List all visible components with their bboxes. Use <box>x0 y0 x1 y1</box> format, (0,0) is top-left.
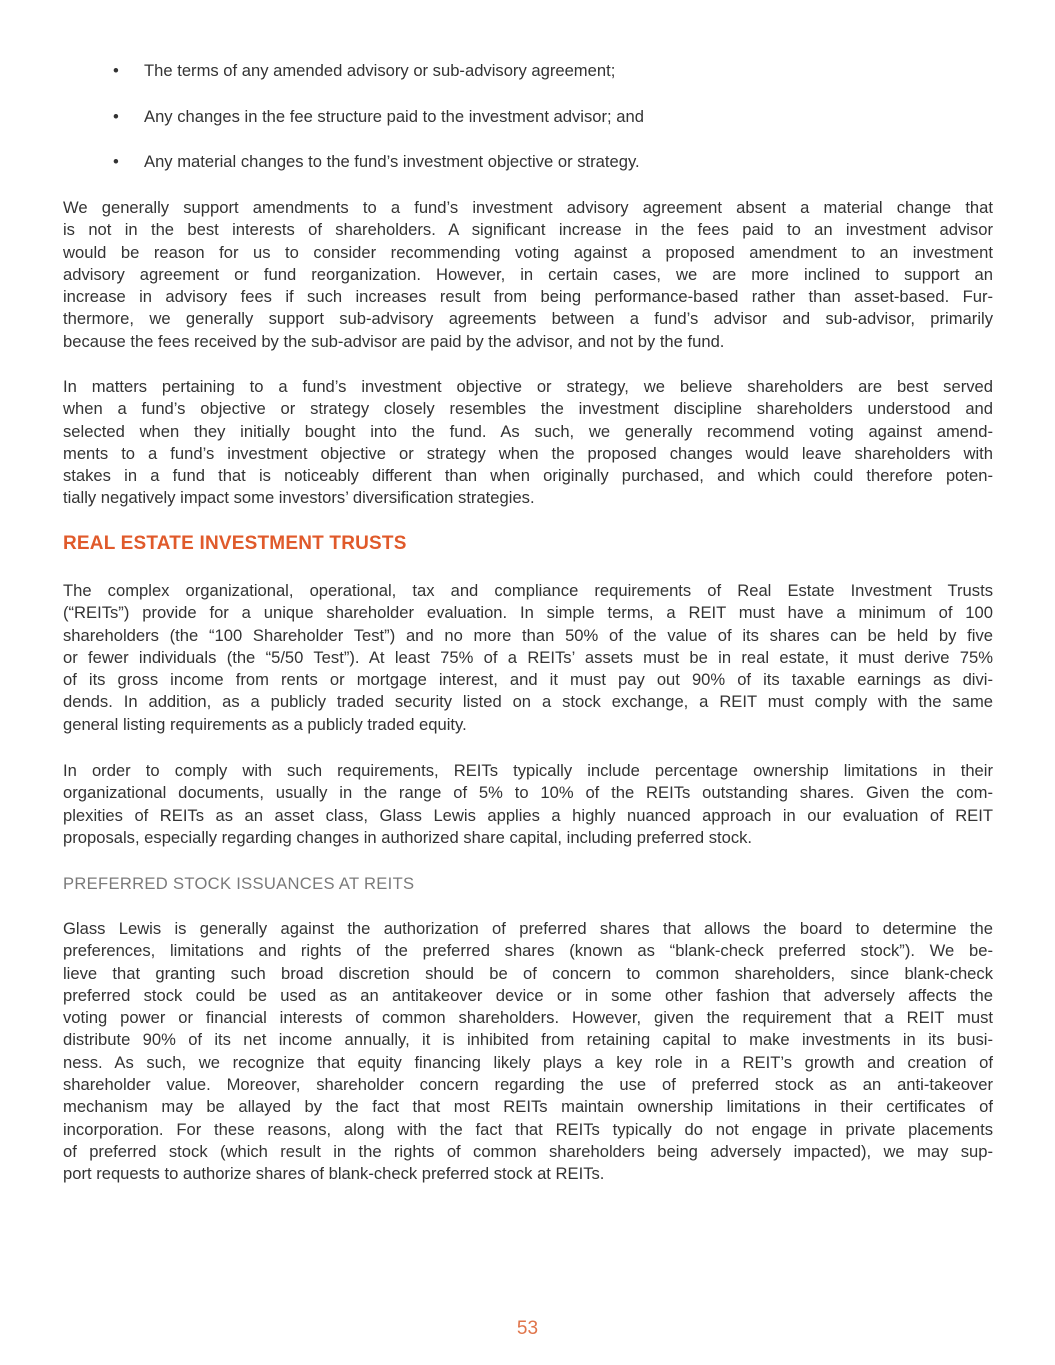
bullet-list <box>63 60 993 197</box>
bullet-marker: • <box>113 152 119 171</box>
paragraph-investment-objective <box>63 376 993 510</box>
bullet-text: The terms of any amended advisory or sub-advisory agreement; <box>144 61 616 80</box>
paragraph-line: preferences, limitations and rights of the preferred shares (known as “blank-check preferred stock”). We be- <box>63 941 993 961</box>
paragraph-line: would be reason for us to consider recommending voting against a proposed amendment to an investment <box>63 242 993 262</box>
page-number: 53 <box>516 1318 539 1339</box>
paragraph-line: stakes in a fund that is noticeably different than when originally purchased, and which could therefore poten- <box>63 466 993 486</box>
paragraph-line: mechanism may be allayed by the fact that most REITs maintain ownership limitations in their certificates of <box>63 1097 993 1117</box>
paragraph-line: shareholder value. Moreover, shareholder concern regarding the use of preferred stock as an anti-takeover <box>63 1075 993 1095</box>
section-heading: REAL ESTATE INVESTMENT TRUSTS <box>63 533 407 554</box>
paragraph-line: ness. As such, we recognize that equity financing likely plays a key role in a REIT’s growth and creation of <box>63 1052 993 1072</box>
paragraph-advisory-amendments <box>63 197 993 353</box>
paragraph-ownership-limitations <box>63 760 993 849</box>
paragraph-line: organizational documents, usually in the range of 5% to 10% of the REITs outstanding shares. Given the com- <box>63 783 993 803</box>
paragraph-line: plexities of REITs as an asset class, Glass Lewis applies a highly nuanced approach in our evaluation of REIT <box>63 805 993 825</box>
paragraph-line: when a fund’s objective or strategy closely resembles the investment discipline shareholders understood and <box>63 399 993 419</box>
paragraph-line: selected when they initially bought into the fund. As such, we generally recommend voting against amend- <box>63 421 993 441</box>
bullet-marker: • <box>113 106 119 126</box>
paragraph-line: (“REITs”) provide for a unique shareholder evaluation. In simple terms, a REIT must have a minimum of 100 <box>63 603 993 623</box>
paragraph-line: proposals, especially regarding changes in authorized share capital, including preferred stock. <box>63 827 753 847</box>
paragraph-line: of its gross income from rents or mortgage interest, and it must pay out 90% of its taxable earnings as divi- <box>63 670 993 690</box>
bullet-item <box>63 106 993 152</box>
bullet-marker: • <box>113 61 119 80</box>
paragraph-line: incorporation. For these reasons, along with the fact that REITs typically do not engage in private placements <box>63 1119 993 1139</box>
paragraph-line: In matters pertaining to a fund’s investment objective or strategy, we believe shareholders are best served <box>63 377 993 396</box>
paragraph-line: preferred stock could be used as an antitakeover device or in some other fashion that adversely affects the <box>63 985 993 1005</box>
bullet-text: Any changes in the fee structure paid to the investment advisor; and <box>144 106 644 126</box>
paragraph-line: distribute 90% of its net income annually, it is inhibited from retaining capital to make investments in its busi- <box>63 1030 993 1050</box>
paragraph-line: because the fees received by the sub-advisor are paid by the advisor, and not by the fund. <box>63 331 725 351</box>
paragraph-line: In order to comply with such requirements, REITs typically include percentage ownership limitations in their <box>63 761 993 780</box>
paragraph-reit-requirements <box>63 580 993 736</box>
paragraph-line: The complex organizational, operational, tax and compliance requirements of Real Estate Investment Trusts <box>63 581 993 600</box>
paragraph-line: advisory agreement or fund reorganization. However, in certain cases, we are more inclined to support an <box>63 264 993 284</box>
paragraph-line: or fewer individuals (the “5/50 Test”). At least 75% of a REITs’ assets must be in real estate, it must derive 75% <box>63 647 993 667</box>
paragraph-line: dends. In addition, as a publicly traded security listed on a stock exchange, a REIT must comply with the same <box>63 692 993 712</box>
bullet-item <box>63 151 993 197</box>
paragraph-line: lieve that granting such broad discretion should be of concern to common shareholders, since blank-check <box>63 963 993 983</box>
paragraph-line: thermore, we generally support sub-advisory agreements between a fund’s advisor and sub-advisor, primarily <box>63 309 993 329</box>
paragraph-line: shareholders (the “100 Shareholder Test”) and no more than 50% of the value of its shares can be held by five <box>63 625 993 645</box>
bullet-item <box>63 60 993 106</box>
paragraph-preferred-stock <box>63 918 993 1186</box>
paragraph-line: Glass Lewis is generally against the authorization of preferred shares that allows the board to determine the <box>63 919 993 938</box>
paragraph-line: ments to a fund’s investment objective or strategy when the proposed changes would leave shareholders with <box>63 443 993 463</box>
paragraph-line: increase in advisory fees if such increases result from being performance-based rather than asset-based. Fur- <box>63 287 993 307</box>
paragraph-line: tially negatively impact some investors’ diversification strategies. <box>63 488 535 508</box>
bullet-text: Any material changes to the fund’s investment objective or strategy. <box>144 152 640 171</box>
paragraph-line: is not in the best interests of shareholders. A significant increase in the fees paid to an investment advisor <box>63 220 993 240</box>
paragraph-line: of preferred stock (which result in the rights of common shareholders being adversely impacted), we may sup- <box>63 1141 993 1161</box>
paragraph-line: port requests to authorize shares of blank-check preferred stock at REITs. <box>63 1164 605 1184</box>
subsection-heading: PREFERRED STOCK ISSUANCES AT REITS <box>63 874 415 893</box>
paragraph-line: voting power or financial interests of common shareholders. However, given the requirement that a REIT must <box>63 1008 993 1028</box>
paragraph-line: general listing requirements as a publicly traded equity. <box>63 714 467 734</box>
paragraph-line: We generally support amendments to a fund’s investment advisory agreement absent a material change that <box>63 198 993 217</box>
